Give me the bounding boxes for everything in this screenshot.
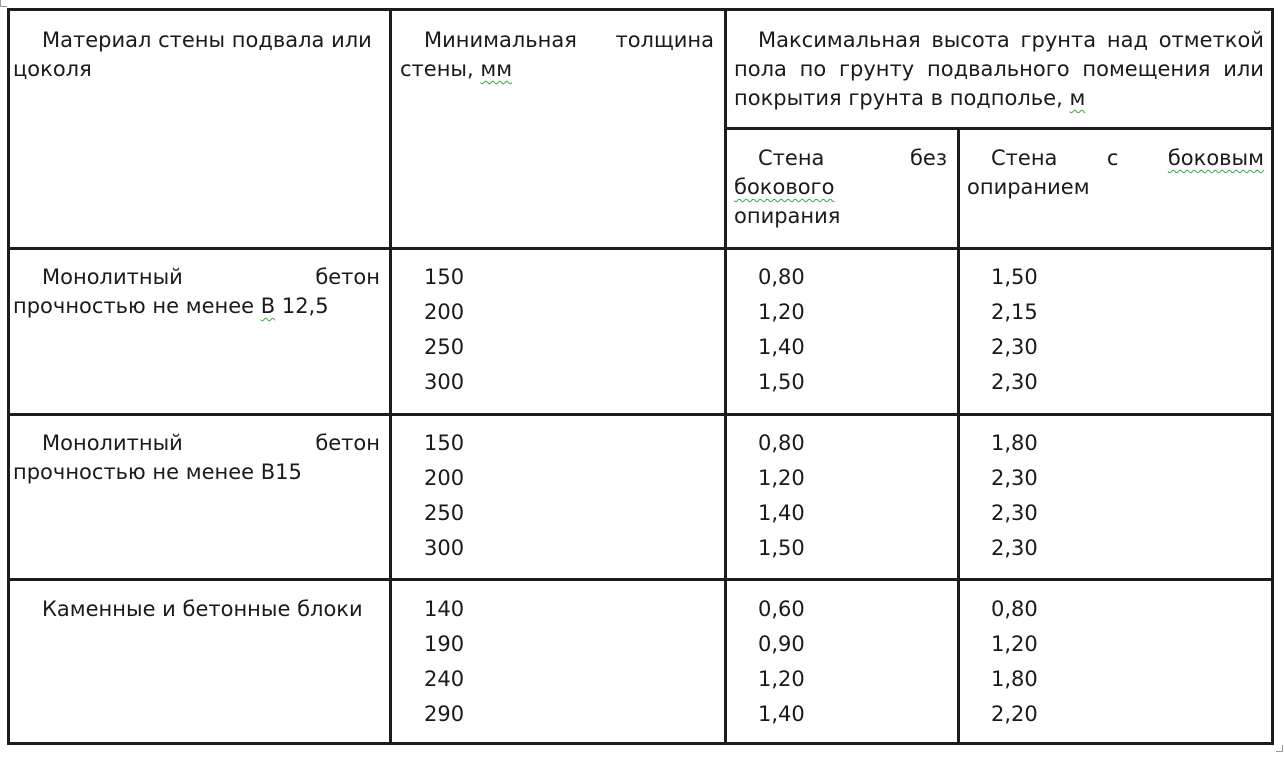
header-with-support (967, 144, 1264, 202)
row1-material-line1: Монолитный бетон (42, 265, 380, 289)
header-with-support-line1: Стена с боковым (991, 146, 1264, 170)
row2-thickness (424, 426, 464, 566)
header-material-line2: цоколя (13, 57, 92, 81)
row2-with-2: 2,30 (991, 466, 1038, 490)
row3-without-3: 1,20 (758, 667, 805, 691)
row1-with-support (991, 260, 1038, 400)
header-without-support-line1: Стена без (758, 146, 947, 170)
col-divider-2 (724, 11, 727, 742)
row-divider-3 (10, 578, 1274, 581)
row1-with-3: 2,30 (991, 335, 1038, 359)
row3-thickness-1: 140 (424, 597, 465, 621)
row3-with-1: 0,80 (991, 597, 1038, 621)
row3-without-2: 0,90 (758, 632, 805, 656)
header-with-support-line2: опиранием (967, 175, 1090, 199)
col-divider-3 (957, 128, 960, 742)
row3-thickness-3: 240 (424, 667, 465, 691)
row2-with-support (991, 426, 1038, 566)
corner-mark-bottom-right (1276, 745, 1283, 752)
header-material-line1: Материал стены подвала или (42, 28, 372, 52)
header-without-support (734, 144, 947, 231)
row-divider-2 (10, 413, 1274, 416)
row2-with-3: 2,30 (991, 501, 1038, 525)
row1-thickness-2: 200 (424, 300, 465, 324)
row1-thickness-3: 250 (424, 335, 465, 359)
row1-without-2: 1,20 (758, 300, 805, 324)
row1-material (13, 263, 380, 321)
row2-material-line2: прочностью не менее В15 (13, 460, 302, 484)
header-thickness-line2: стены, мм (400, 57, 513, 81)
row2-thickness-1: 150 (424, 431, 465, 455)
row3-with-support (991, 592, 1038, 732)
header-max-height-line3: покрытия грунта в подполье, м (734, 86, 1086, 110)
header-without-support-line2: бокового (734, 175, 835, 199)
row2-without-4: 1,50 (758, 536, 805, 560)
header-thickness (400, 26, 714, 84)
row3-thickness-2: 190 (424, 632, 465, 656)
row3-without-1: 0,60 (758, 597, 805, 621)
row1-thickness-1: 150 (424, 265, 465, 289)
row1-thickness-4: 300 (424, 370, 465, 394)
row2-without-2: 1,20 (758, 466, 805, 490)
row2-material-line1: Монолитный бетон (42, 431, 380, 455)
header-without-support-line3: опирания (734, 204, 841, 228)
header-material (13, 26, 380, 84)
row2-without-1: 0,80 (758, 431, 805, 455)
row3-thickness (424, 592, 464, 732)
row2-thickness-2: 200 (424, 466, 465, 490)
row2-thickness-4: 300 (424, 536, 465, 560)
header-max-height-line2: пола по грунту подвального помещения или (734, 57, 1264, 81)
row3-with-2: 1,20 (991, 632, 1038, 656)
row3-with-3: 1,80 (991, 667, 1038, 691)
row2-without-support (758, 426, 805, 566)
row2-with-1: 1,80 (991, 431, 1038, 455)
row3-thickness-4: 290 (424, 702, 465, 726)
row3-without-support (758, 592, 805, 732)
corner-mark-top-left (0, 0, 7, 7)
header-max-height (734, 26, 1264, 113)
row3-without-4: 1,40 (758, 702, 805, 726)
row3-material-line1: Каменные и бетонные блоки (42, 597, 363, 621)
row3-with-4: 2,20 (991, 702, 1038, 726)
row1-material-line2: прочностью не менее В 12,5 (13, 294, 329, 318)
row2-thickness-3: 250 (424, 501, 465, 525)
wall-height-table (7, 8, 1274, 745)
row1-with-1: 1,50 (991, 265, 1038, 289)
row1-without-support (758, 260, 805, 400)
col-divider-1 (389, 11, 392, 742)
row1-with-4: 2,30 (991, 370, 1038, 394)
row1-with-2: 2,15 (991, 300, 1038, 324)
row2-material (13, 429, 380, 487)
row3-material (13, 595, 380, 624)
header-max-height-line1: Максимальная высота грунта над отметкой (758, 28, 1264, 52)
row1-without-3: 1,40 (758, 335, 805, 359)
row2-without-3: 1,40 (758, 501, 805, 525)
row1-without-4: 1,50 (758, 370, 805, 394)
subheader-divider (724, 127, 1274, 130)
row1-thickness (424, 260, 464, 400)
row-divider-1 (10, 247, 1274, 250)
header-thickness-line1: Минимальная толщина (424, 28, 714, 52)
row2-with-4: 2,30 (991, 536, 1038, 560)
row1-without-1: 0,80 (758, 265, 805, 289)
